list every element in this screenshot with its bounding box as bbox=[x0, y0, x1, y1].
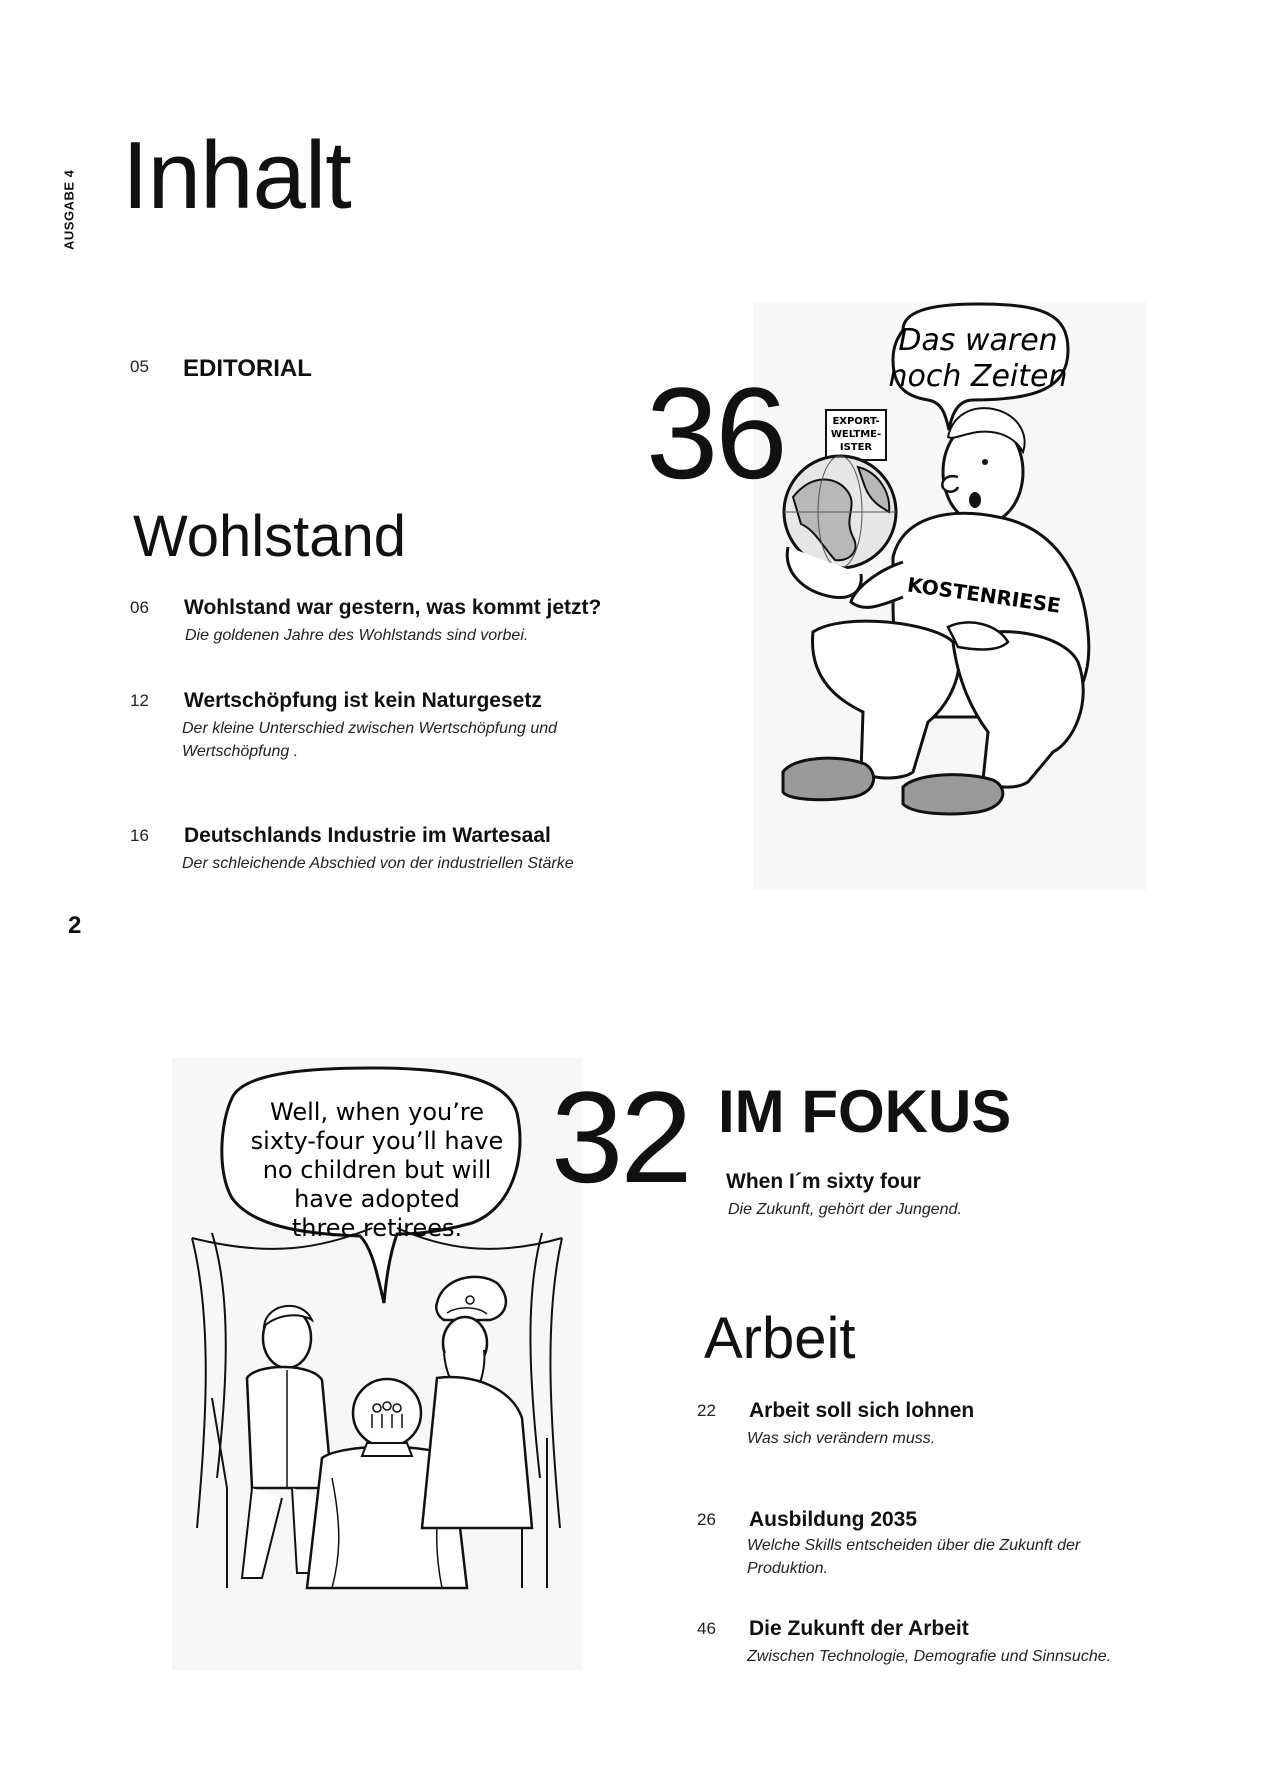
toc-entry-subtitle: Welche Skills entscheiden über die Zukunft der Produktion. bbox=[747, 1537, 1081, 1577]
speech-line: three retirees. bbox=[291, 1214, 463, 1242]
feature-number-fokus: 32 bbox=[551, 1064, 690, 1210]
toc-entry-title: When I´m sixty four bbox=[726, 1170, 921, 1193]
fokus-label: IM FOKUS bbox=[718, 1078, 1012, 1145]
speech-line: Well, when you’re bbox=[270, 1098, 484, 1126]
toc-entry-title: Deutschlands Industrie im Wartesaal bbox=[184, 824, 551, 847]
page-title: Inhalt bbox=[122, 122, 351, 229]
toc-entry-subtitle: Die goldenen Jahre des Wohlstands sind vorbei. bbox=[185, 627, 529, 644]
toc-entry-title: Wohlstand war gestern, was kommt jetzt? bbox=[184, 596, 602, 619]
toc-entry-page: 16 bbox=[130, 826, 149, 845]
toc-entry-page: 06 bbox=[130, 598, 149, 617]
globe-icon bbox=[784, 456, 896, 568]
speech-line: sixty-four you’ll have bbox=[250, 1127, 504, 1155]
toc-entry-subtitle: Der schleichende Abschied von der industriellen Stärke bbox=[182, 855, 574, 872]
issue-label: AUSGABE 4 bbox=[61, 169, 77, 251]
editorial-page-number: 05 bbox=[130, 357, 149, 376]
toc-entry-title: Die Zukunft der Arbeit bbox=[749, 1617, 969, 1640]
speech-line: no children but will bbox=[262, 1156, 492, 1184]
page-number: 2 bbox=[68, 912, 82, 939]
toc-entry-page: 22 bbox=[697, 1401, 716, 1420]
section-heading-arbeit: Arbeit bbox=[704, 1306, 856, 1371]
toc-entry-subtitle: Die Zukunft, gehört der Jungend. bbox=[728, 1201, 962, 1218]
shirt-label: KOSTENRIESE bbox=[905, 572, 1063, 618]
toc-entry-page: 46 bbox=[697, 1619, 716, 1638]
toc-entry-title: Ausbildung 2035 bbox=[749, 1508, 918, 1531]
speech-line: have adopted bbox=[294, 1185, 460, 1213]
toc-entry-page: 26 bbox=[697, 1510, 716, 1529]
toc-entry-subtitle: Der kleine Unterschied zwischen Wertschöpfung und Wertschöpfung . bbox=[182, 720, 558, 760]
crystal-ball-icon bbox=[353, 1379, 421, 1456]
toc-entry-subtitle: Was sich verändern muss. bbox=[747, 1430, 936, 1447]
cartoon-sixty-four-drawing bbox=[172, 1058, 582, 1670]
feature-number-wohlstand: 36 bbox=[646, 360, 785, 506]
speech-line: Das waren bbox=[898, 323, 1058, 358]
cartoon-kostenriese[interactable] bbox=[753, 302, 1146, 890]
editorial-link[interactable]: EDITORIAL bbox=[183, 355, 312, 382]
toc-entry-title: Arbeit soll sich lohnen bbox=[749, 1399, 975, 1422]
cartoon-sixty-four[interactable] bbox=[172, 1058, 582, 1670]
sign-line: WELTME- bbox=[830, 429, 882, 440]
sign-line: EXPORT- bbox=[832, 416, 880, 427]
section-heading-wohlstand: Wohlstand bbox=[133, 504, 406, 569]
speech-line: noch Zeiten bbox=[888, 359, 1068, 394]
toc-entry-subtitle: Zwischen Technologie, Demografie und Sinnsuche. bbox=[747, 1648, 1112, 1665]
toc-entry-page: 12 bbox=[130, 691, 149, 710]
toc-entry-title: Wertschöpfung ist kein Naturgesetz bbox=[184, 689, 542, 712]
sign-line: ISTER bbox=[839, 442, 873, 453]
cartoon-kostenriese-drawing bbox=[753, 302, 1146, 890]
